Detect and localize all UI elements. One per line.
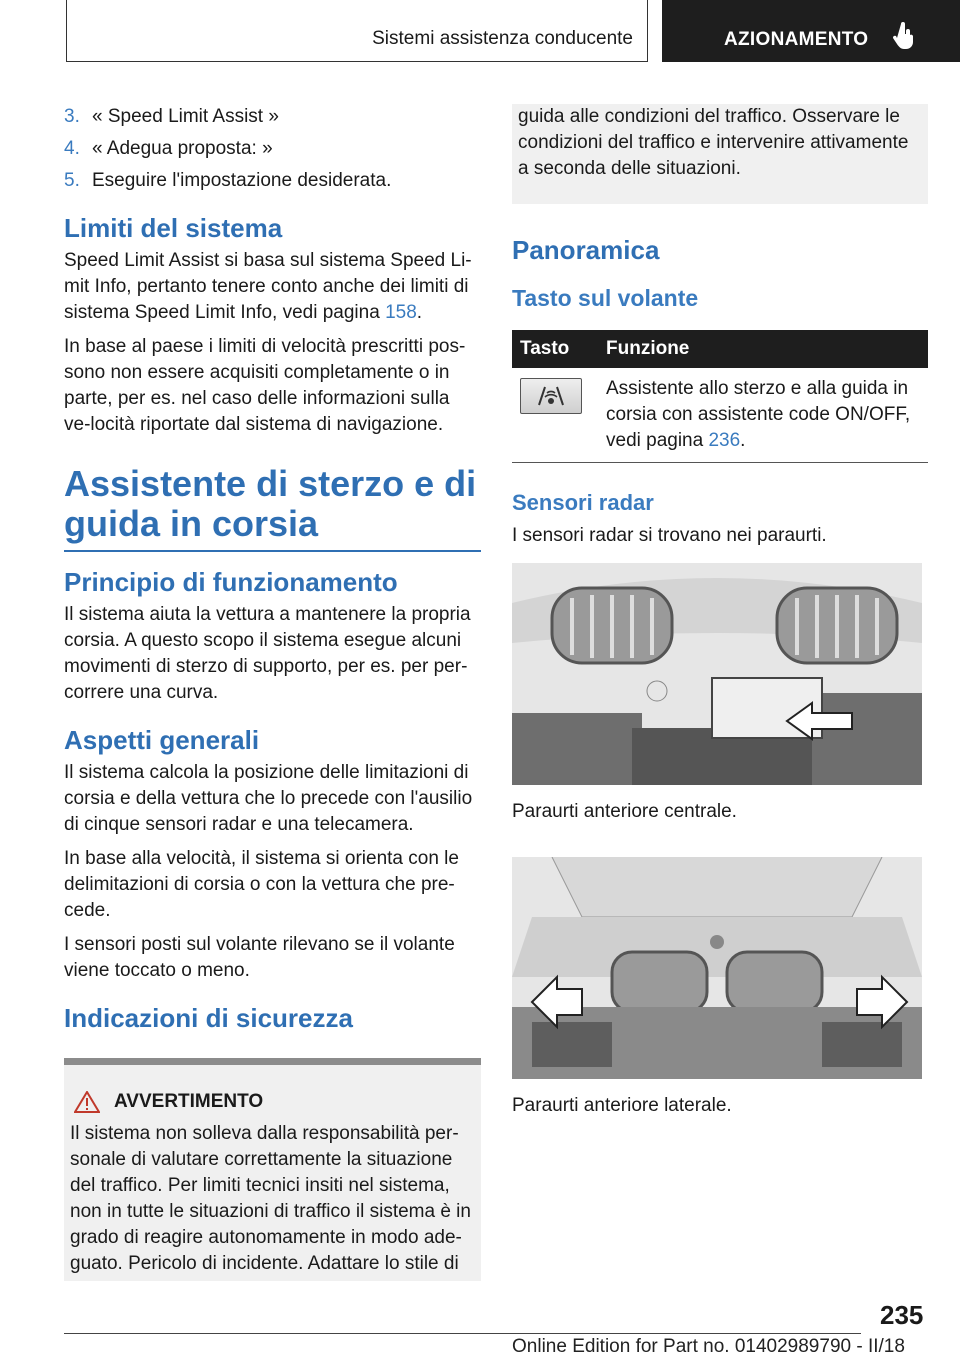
step-text: « Speed Limit Assist »: [92, 106, 279, 127]
step-number: 5.: [64, 170, 80, 191]
bumper-center-image: [512, 563, 922, 785]
limits-paragraph-2: In base al paese i limiti di velocità prescritti pos-sono non essere acquisiti completamente o in parte, per es. nel caso delle informazioni sulla ve-locità riportate dal sistema di navigazione.: [64, 336, 466, 435]
bumper-side-image: [512, 857, 922, 1079]
step-item: [64, 136, 481, 162]
figure-caption: Paraurti anteriore centrale.: [512, 801, 737, 822]
table-header-button: Tasto: [512, 330, 598, 368]
footer-edition: Online Edition for Part no. 01402989790 - II/18: [512, 1336, 905, 1357]
radar-heading: Sensori radar: [512, 490, 654, 515]
warning-title: [70, 1089, 475, 1115]
button-heading: Tasto sul volante: [512, 285, 699, 311]
footer-divider: [64, 1333, 861, 1334]
step-number: 3.: [64, 106, 80, 127]
general-paragraph-3: I sensori posti sul volante rilevano se il volante viene toccato o meno.: [64, 934, 455, 981]
figure-caption: Paraurti anteriore laterale.: [512, 1095, 732, 1116]
warning-triangle-icon: [74, 1091, 100, 1113]
chapter-heading: Assistente di sterzo e di guida in corsia: [64, 464, 481, 552]
page-link[interactable]: 236: [708, 430, 741, 451]
step-text: Eseguire l'impostazione desiderata.: [92, 170, 392, 191]
principle-heading: Principio di funzionamento: [64, 567, 398, 597]
table-row: [512, 368, 928, 463]
safety-heading: Indicazioni di sicurezza: [64, 1003, 353, 1033]
warning-box-continued: guida alle condizioni del traffico. Osservare le condizioni del traffico e intervenire attivamente a seconda delle situazioni.: [512, 104, 928, 204]
section-title: Sistemi assistenza conducente: [372, 28, 633, 49]
page-link[interactable]: 158: [385, 302, 417, 323]
step-text: « Adegua proposta: »: [92, 138, 273, 159]
chapter-title: AZIONAMENTO: [724, 29, 869, 50]
overview-heading: Panoramica: [512, 235, 660, 265]
warning-text: Il sistema non solleva dalla responsabilità per-sonale di valutare correttamente la situazione del traffico. Per limiti tecnici insiti nel sistema, non in tutte le situazioni di traffico il sistema è in grado di reagire autonomamente in modo ade-guato. Pericolo di incidente. Adattare lo stile di: [70, 1123, 471, 1274]
warning-label: AVVERTIMENTO: [114, 1091, 264, 1112]
right-column: [512, 104, 928, 1151]
radar-paragraph: I sensori radar si trovano nei paraurti.: [512, 525, 827, 546]
limits-paragraph: Speed Limit Assist si basa sul sistema Speed Li-mit Info, pertanto tenere conto anche dei limiti di sistema Speed Limit Info, vedi pagina 158.: [64, 250, 472, 323]
general-paragraph-2: In base alla velocità, il sistema si orienta con le delimitazioni di corsia o con la vettura che pre-cede.: [64, 848, 459, 921]
step-item: [64, 168, 481, 194]
general-paragraph-1: Il sistema calcola la posizione delle limitazioni di corsia e della vettura che lo precede con l'ausilio di cinque sensori radar e una telecamera.: [64, 762, 473, 835]
step-number: 4.: [64, 138, 80, 159]
table-cell-function: Assistente allo sterzo e alla guida in corsia con assistente code ON/OFF, vedi pagina 236.: [598, 368, 928, 463]
left-column: [64, 104, 481, 1281]
running-header-chapter: [662, 0, 960, 62]
principle-paragraph: Il sistema aiuta la vettura a mantenere la propria corsia. A questo scopo il sistema esegue alcuni movimenti di sterzo di supporto, per es. per per-correre una curva.: [64, 604, 471, 703]
lane-assist-button-icon: [520, 378, 582, 414]
table-header-function: Funzione: [598, 330, 928, 368]
page-number: 235: [880, 1300, 924, 1330]
button-table: [512, 330, 928, 463]
running-header-section: [66, 0, 648, 62]
limits-heading: Limiti del sistema: [64, 213, 283, 243]
general-heading: Aspetti generali: [64, 725, 260, 755]
hand-pointer-icon: [892, 22, 916, 50]
step-item: [64, 104, 481, 130]
warning-box: [64, 1058, 481, 1281]
table-cell-icon: [512, 368, 598, 463]
